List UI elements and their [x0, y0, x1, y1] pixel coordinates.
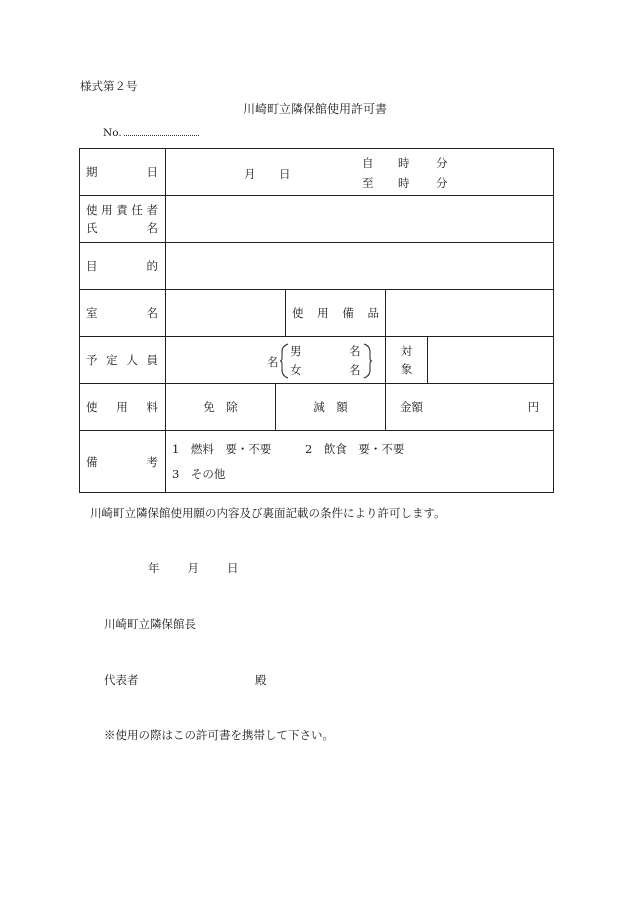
permit-form-table	[79, 148, 554, 493]
yen-label: 円	[527, 400, 540, 414]
approval-statement: 川崎町立隣保館使用願の内容及び裏面記載の条件により許可します。	[90, 506, 446, 520]
date-month: 月	[187, 561, 199, 575]
document-title: 川崎町立隣保館使用許可書	[242, 102, 387, 116]
number-blank[interactable]	[124, 126, 199, 136]
date-day: 日	[227, 561, 239, 575]
people-unit: 名	[267, 355, 279, 369]
row-responsible	[80, 196, 554, 243]
amount-label: 金額	[400, 400, 423, 414]
period-field[interactable]	[166, 149, 554, 196]
period-month: 月	[244, 167, 256, 181]
left-bracket-icon	[280, 343, 290, 379]
date-year: 年	[148, 561, 160, 575]
label-purpose: 目 的	[80, 243, 166, 290]
label-period: 期 日	[80, 149, 166, 196]
label-equipment: 使 用 備 品	[286, 290, 386, 337]
target-field[interactable]	[428, 337, 554, 384]
period-to-minute: 分	[436, 176, 448, 190]
period-from-hour: 時	[398, 156, 410, 170]
right-bracket-icon	[362, 343, 372, 379]
purpose-field[interactable]	[166, 243, 554, 290]
label-responsible: 使 用 責 任 者 氏 名	[80, 196, 166, 243]
label-target: 対 象	[386, 337, 428, 384]
remarks-item-food: 2 飲食 要・不要	[305, 442, 405, 456]
issuer-title: 川崎町立隣保館長	[104, 617, 196, 631]
number-field	[103, 126, 199, 139]
label-fee: 使 用 料	[80, 384, 166, 431]
female-unit: 名	[349, 363, 361, 377]
remarks-item-fuel: 1 燃料 要・不要	[172, 442, 272, 456]
usage-note: ※使用の際はこの許可書を携帯して下さい。	[104, 728, 334, 742]
row-purpose	[80, 243, 554, 290]
form-number: 様式第２号	[80, 79, 138, 93]
female-label: 女	[290, 363, 302, 377]
period-to-hour: 時	[398, 176, 410, 190]
remarks-field[interactable]	[166, 431, 554, 493]
fee-amount-field[interactable]	[386, 384, 554, 431]
period-day: 日	[279, 167, 291, 181]
period-from-label: 自	[362, 156, 374, 170]
remarks-item-other: 3 その他	[172, 467, 226, 481]
expected-field[interactable]	[166, 337, 386, 384]
representative-label: 代表者	[104, 673, 139, 687]
row-fee	[80, 384, 554, 431]
fee-exempt-option[interactable]: 免 除	[166, 384, 276, 431]
label-remarks: 備 考	[80, 431, 166, 493]
responsible-field[interactable]	[166, 196, 554, 243]
male-unit: 名	[349, 344, 361, 358]
period-from-minute: 分	[436, 156, 448, 170]
honorific: 殿	[255, 673, 267, 687]
period-to-label: 至	[362, 176, 374, 190]
fee-reduced-option[interactable]: 減 額	[276, 384, 386, 431]
row-room	[80, 290, 554, 337]
row-period	[80, 149, 554, 196]
row-expected	[80, 337, 554, 384]
number-label: No.	[103, 127, 122, 139]
room-field[interactable]	[166, 290, 286, 337]
issue-date	[148, 560, 239, 576]
male-label: 男	[290, 344, 302, 358]
label-expected: 予 定 人 員	[80, 337, 166, 384]
equipment-field[interactable]	[386, 290, 554, 337]
row-remarks	[80, 431, 554, 493]
label-room: 室 名	[80, 290, 166, 337]
